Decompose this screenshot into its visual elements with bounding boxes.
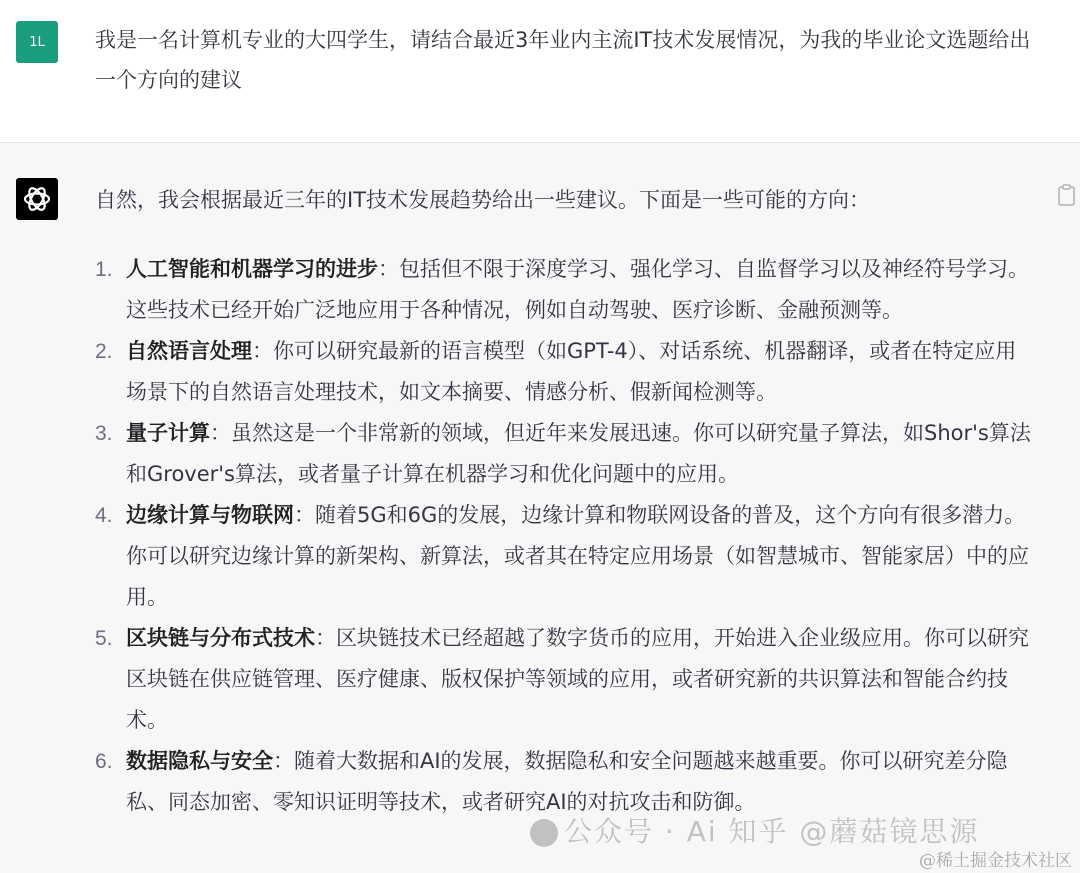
watermark-corner: @稀土掘金技术社区	[919, 851, 1072, 871]
assistant-message-row	[0, 143, 1080, 873]
list-item-body: ：随着5G和6G的发展，边缘计算和物联网设备的普及，这个方向有很多潜力。你可以研究边缘计算的新架构、新算法，或者其在特定应用场景（如智慧城市、智能家居）中的应用。	[126, 503, 1029, 609]
list-item-title: 边缘计算与物联网	[126, 503, 294, 527]
list-item-title: 自然语言处理	[126, 339, 252, 363]
list-item-number: 5.	[95, 627, 113, 650]
list-item-number: 6.	[95, 750, 113, 773]
wechat-icon	[530, 819, 558, 847]
suggestion-list	[95, 249, 1035, 823]
assistant-intro-text: 自然，我会根据最近三年的IT技术发展趋势给出一些建议。下面是一些可能的方向：	[95, 188, 871, 212]
user-avatar-initials: 1L	[29, 34, 45, 50]
list-item-body: ：区块链技术已经超越了数字货币的应用，开始进入企业级应用。你可以研究区块链在供应链管理、医疗健康、版权保护等领域的应用，或者研究新的共识算法和智能合约技术。	[126, 626, 1029, 732]
user-message-row	[0, 0, 1080, 143]
list-item-title: 区块链与分布式技术	[126, 626, 315, 650]
list-item-title: 数据隐私与安全	[126, 749, 273, 773]
user-avatar	[16, 21, 58, 63]
list-item	[95, 331, 1035, 413]
list-item-title: 人工智能和机器学习的进步	[126, 257, 378, 281]
list-item-number: 1.	[95, 258, 113, 281]
assistant-avatar	[16, 178, 58, 220]
list-item-number: 3.	[95, 422, 113, 445]
list-item-title: 量子计算	[126, 421, 210, 445]
list-item	[95, 413, 1035, 495]
list-item-body: ：虽然这是一个非常新的领域，但近年来发展迅速。你可以研究量子算法，如Shor's算法和Grover's算法，或者量子计算在机器学习和优化问题中的应用。	[126, 421, 1031, 486]
list-item-body: ：你可以研究最新的语言模型（如GPT-4）、对话系统、机器翻译，或者在特定应用场景下的自然语言处理技术，如文本摘要、情感分析、假新闻检测等。	[126, 339, 1017, 404]
list-item	[95, 618, 1035, 741]
list-item-number: 2.	[95, 340, 113, 363]
list-item	[95, 249, 1035, 331]
clipboard-icon[interactable]	[1057, 183, 1077, 207]
user-message-text: 我是一名计算机专业的大四学生，请结合最近3年业内主流IT技术发展情况，为我的毕业论文选题给出一个方向的建议	[95, 28, 1031, 92]
watermark-overlay-text: 公众号 · Ai 知乎 @蘑菇镜思源	[564, 815, 980, 848]
list-item-body: ：包括但不限于深度学习、强化学习、自监督学习以及神经符号学习。这些技术已经开始广泛地应用于各种情况，例如自动驾驶、医疗诊断、金融预测等。	[126, 257, 1029, 322]
list-item-body: ：随着大数据和AI的发展，数据隐私和安全问题越来越重要。你可以研究差分隐私、同态加密、零知识证明等技术，或者研究AI的对抗攻击和防御。	[126, 749, 1008, 814]
openai-logo-icon	[22, 184, 52, 214]
list-item-number: 4.	[95, 504, 113, 527]
list-item	[95, 495, 1035, 618]
watermark-overlay	[530, 810, 979, 850]
